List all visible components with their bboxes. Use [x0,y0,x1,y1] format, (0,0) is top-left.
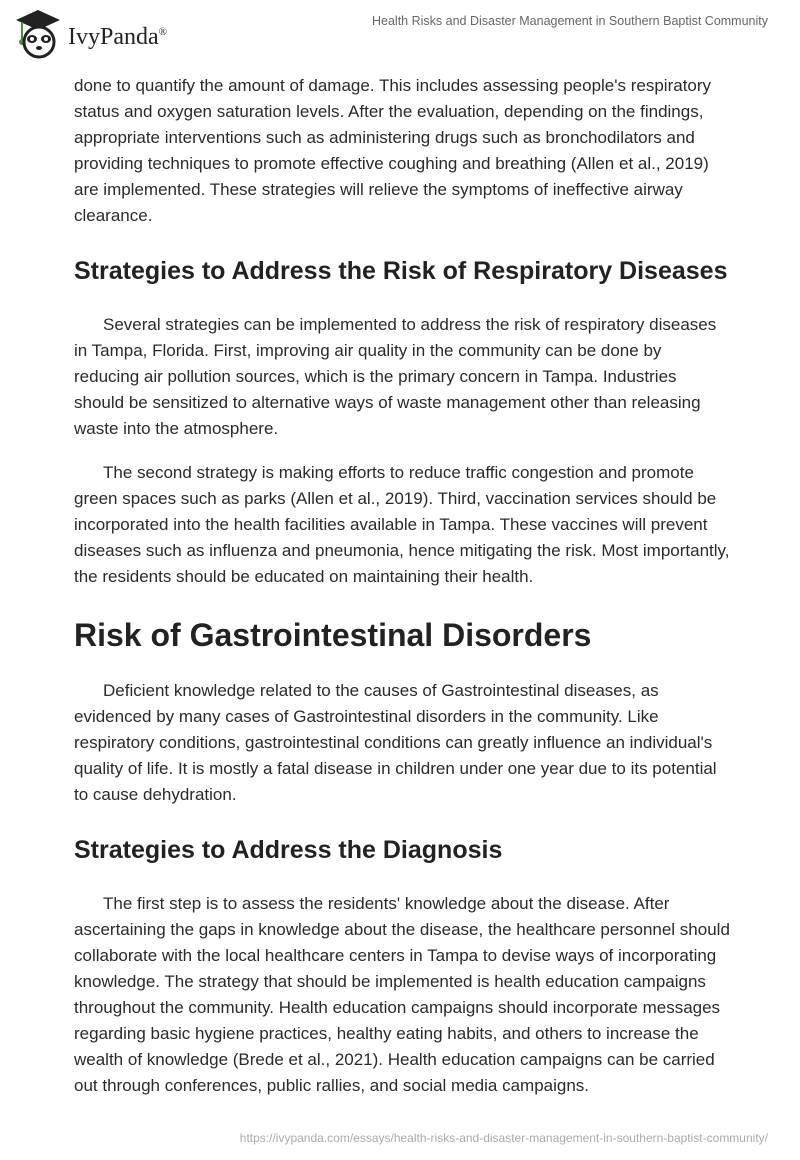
paragraph: Deficient knowledge related to the causes of Gastrointestinal diseases, as evidenced by many cases of Gastrointestinal disorders in the community. Like respiratory conditions, gastrointestinal conditions can greatly influence an individual's quality of life. It is mostly a fatal disease in children under one year due to its potential to cause dehydration. [74,681,717,804]
paragraph: Several strategies can be implemented to address the risk of respiratory diseases in Tampa, Florida. First, improving air quality in the community can be done by reducing air pollution sources, which is the primary concern in Tampa. Industries should be sensitized to alternative ways of waste management other than releasing waste into the atmosphere. [74,315,717,438]
source-url[interactable]: https://ivypanda.com/essays/health-risks-and-disaster-management-in-southern-baptist-community/ [239,1131,768,1145]
paragraph: done to quantify the amount of damage. This includes assessing people's respiratory status and oxygen saturation levels. After the evaluation, depending on the findings, appropriate interventions such as administering drugs such as bronchodilators and providing techniques to promote effective coughing and breathing (Allen et al., 2019) are implemented. These strategies will relieve the symptoms of ineffective airway clearance. [74,76,712,225]
paragraph: The second strategy is making efforts to reduce traffic congestion and promote green spaces such as parks (Allen et al., 2019). Third, vaccination services should be incorporated into the health facilities available in Tampa. These vaccines will prevent diseases such as influenza and pneumonia, hence mitigating the risk. Most importantly, the residents should be educated on maintaining their health. [74,463,730,586]
panda-graduate-icon [14,8,62,60]
brand-name [68,24,167,51]
ivypanda-logo[interactable] [14,8,167,60]
heading-respiratory-strategies: Strategies to Address the Risk of Respiratory Diseases [74,257,728,285]
heading-diagnosis-strategies: Strategies to Address the Diagnosis [74,836,503,864]
paragraph: The first step is to assess the residents' knowledge about the disease. After ascertaining the gaps in knowledge about the disease, the healthcare personnel should collaborate with the local healthcare centers in Tampa to devise ways of incorporating knowledge. The strategy that should be implemented is health education campaigns throughout the community. Health education campaigns should incorporate messages regarding basic hygiene practices, healthy eating habits, and others to increase the wealth of knowledge (Brede et al., 2021). Health education campaigns can be carried out through conferences, public rallies, and social media campaigns. [74,894,730,1095]
document-title: Health Risks and Disaster Management in Southern Baptist Community [371,14,768,28]
registered-mark: ® [158,25,168,38]
brand-text: IvyPanda [68,23,159,50]
article-body [74,73,730,1117]
heading-gastrointestinal-risk: Risk of Gastrointestinal Disorders [74,617,592,653]
